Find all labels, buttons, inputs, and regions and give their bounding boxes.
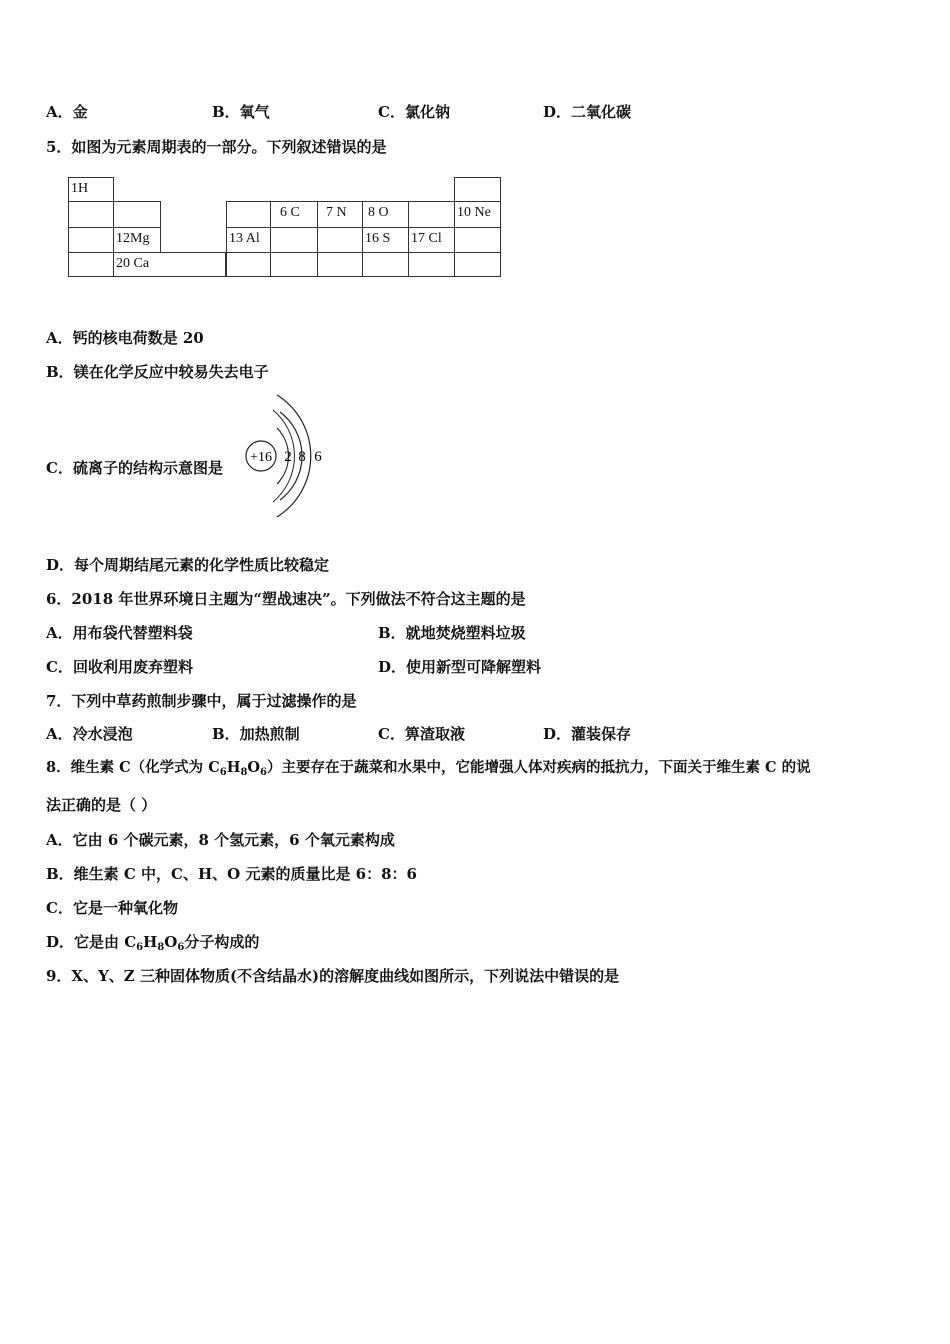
shell-1-electrons: 2 [284, 449, 292, 465]
cell-empty [113, 201, 161, 228]
cell-h: 1H [68, 177, 114, 202]
cell-empty [270, 227, 318, 253]
cell-empty [270, 252, 318, 277]
cell-al: 13 Al [226, 227, 271, 253]
atom-structure-svg [243, 392, 333, 520]
q5-option-a: A．钙的核电荷数是 20 [46, 329, 204, 347]
cell-o: 8 O [362, 201, 409, 228]
q6-option-b: B．就地焚烧塑料垃圾 [378, 624, 526, 642]
cell-empty [68, 227, 114, 253]
q8-option-b: B．维生素 C 中，C、H、O 元素的质量比是 6：8：6 [46, 865, 417, 883]
q5-option-b: B．镁在化学反应中较易失去电子 [46, 363, 269, 381]
q8-formula-c-count: 6 [219, 767, 227, 778]
cell-cl: 17 Cl [408, 227, 455, 253]
q8-option-d [46, 932, 259, 952]
cell-n: 7 N [317, 201, 363, 228]
cell-ca: 20 Ca [113, 252, 226, 277]
q8-option-c: C．它是一种氧化物 [46, 899, 178, 917]
shell-2-electrons: 8 [298, 449, 306, 465]
q8-d-o-count: 6 [177, 942, 185, 953]
q6-option-d: D．使用新型可降解塑料 [378, 658, 542, 676]
q8-option-d-post: 分子构成的 [184, 933, 260, 951]
q7-option-c: C．箅渣取液 [378, 725, 465, 743]
cell-empty [68, 252, 114, 277]
q4-option-b: B．氧气 [212, 103, 270, 121]
q6-option-c: C．回收利用废弃塑料 [46, 658, 193, 676]
cell-empty [317, 252, 363, 277]
q9-stem: 9．X、Y、Z 三种固体物质(不含结晶水)的溶解度曲线如图所示，下列说法中错误的是 [46, 967, 620, 985]
cell-mg: 12Mg [113, 227, 161, 253]
q4-option-d: D．二氧化碳 [543, 103, 632, 121]
cell-s: 16 S [362, 227, 409, 253]
cell-empty [362, 252, 409, 277]
q8-stem-pre: 8．维生素 C（化学式为 C [46, 759, 220, 776]
q4-option-c: C．氯化钠 [378, 103, 450, 121]
q6-stem: 6．2018 年世界环境日主题为“塑战速决”。下列做法不符合这主题的是 [46, 590, 526, 608]
q8-d-h: H [143, 933, 158, 951]
shell-3-electrons: 6 [314, 449, 322, 465]
cell-empty [408, 201, 455, 228]
q7-stem: 7．下列中草药煎制步骤中，属于过滤操作的是 [46, 692, 357, 710]
atom-structure-diagram [243, 392, 333, 520]
cell-ne: 10 Ne [454, 201, 501, 228]
q4-option-a: A．金 [46, 103, 88, 121]
nucleus-label: +16 [250, 450, 272, 465]
q8-formula-o-count: 6 [260, 767, 268, 778]
cell-c: 6 C [270, 201, 318, 228]
cell-empty [454, 227, 501, 253]
q7-option-a: A．冷水浸泡 [46, 725, 133, 743]
q8-formula-h-count: 8 [240, 767, 248, 778]
cell-empty [408, 252, 455, 277]
q8-stem [46, 758, 811, 778]
q5-option-d: D．每个周期结尾元素的化学性质比较稳定 [46, 556, 330, 574]
q6-option-a: A．用布袋代替塑料袋 [46, 624, 193, 642]
q8-stem-post: ）主要存在于蔬菜和水果中，它能增强人体对疾病的抵抗力，下面关于维生素 C 的说 [267, 759, 811, 776]
q5-option-c: C．硫离子的结构示意图是 [46, 459, 223, 477]
q8-option-a: A．它由 6 个碳元素，8 个氢元素，6 个氧元素构成 [46, 831, 395, 849]
q8-d-c-count: 6 [136, 942, 144, 953]
q8-option-d-pre: D．它是由 C [46, 933, 137, 951]
cell-empty [226, 252, 271, 277]
q8-d-h-count: 8 [157, 942, 165, 953]
q8-formula-o: O [247, 759, 261, 776]
q7-option-b: B．加热煎制 [212, 725, 300, 743]
cell-empty [454, 177, 501, 202]
cell-empty [317, 227, 363, 253]
cell-empty [226, 201, 271, 228]
cell-empty [68, 201, 114, 228]
q8-d-o: O [164, 933, 178, 951]
q8-formula-h: H [226, 759, 241, 776]
q8-stem-line2: 法正确的是（ ） [46, 796, 157, 814]
q7-option-d: D．灌装保存 [543, 725, 632, 743]
q5-stem: 5．如图为元素周期表的一部分。下列叙述错误的是 [46, 138, 387, 156]
cell-empty [454, 252, 501, 277]
